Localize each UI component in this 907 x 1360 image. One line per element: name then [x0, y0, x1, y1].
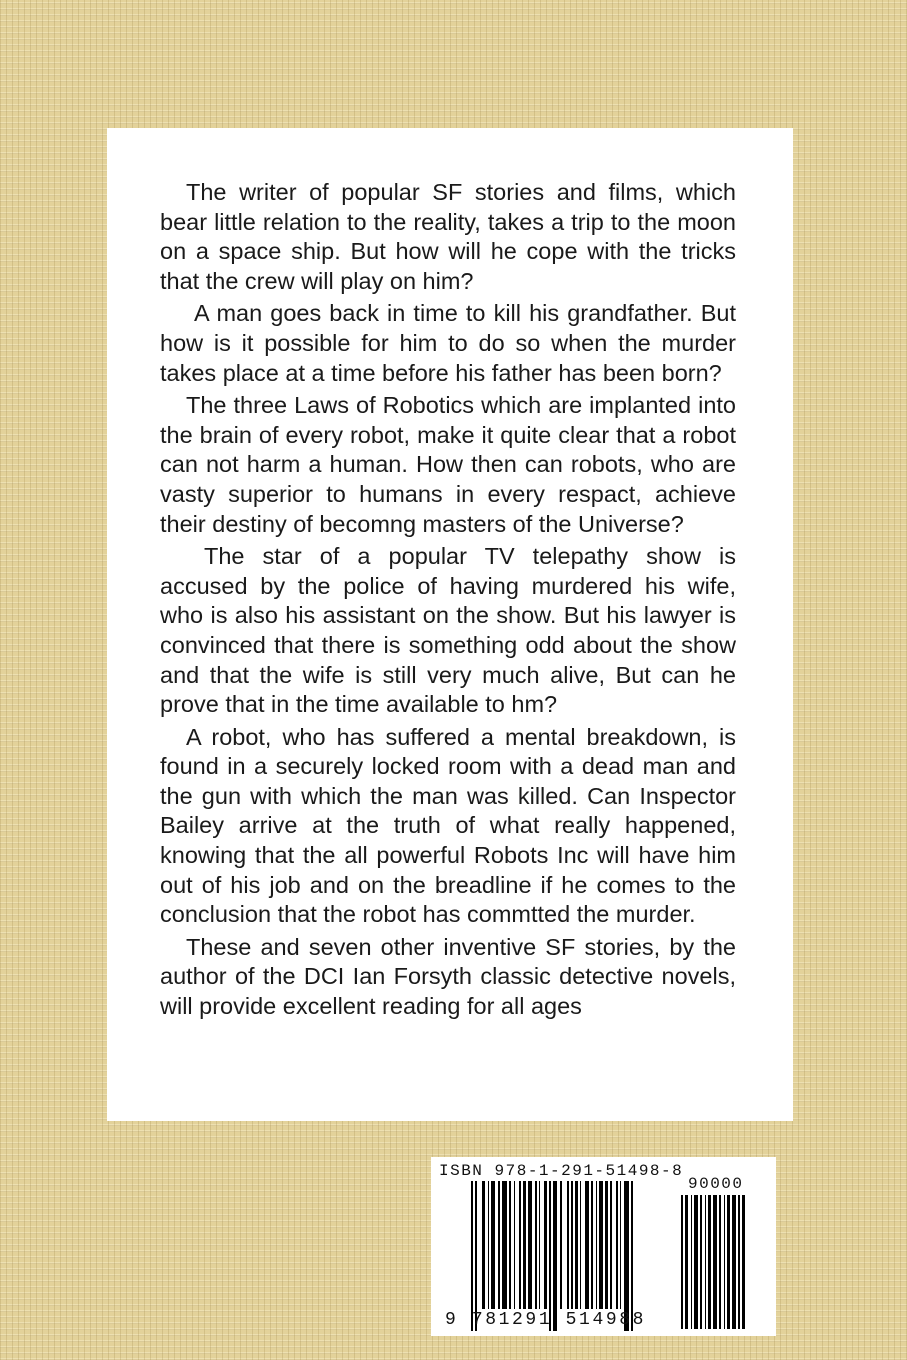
blurb-paragraph-5: A robot, who has suffered a mental breakdown, is found in a securely locked room with a dead man and the gun with which the man was killed. Can Inspector Bailey arrive at the truth of what really happened, knowing that the all powerful Robots Inc will have him out of his job and on the breadline if he comes to the conclusion that the robot has commtted the murder.: [160, 723, 736, 928]
barcode-bar: [624, 1181, 629, 1331]
barcode-bar: [523, 1181, 526, 1309]
barcode-bar: [491, 1181, 495, 1309]
barcode-bar: [591, 1181, 593, 1309]
barcode-bar: [498, 1181, 500, 1309]
barcode-bar: [567, 1181, 569, 1309]
barcode-bar: [596, 1181, 597, 1309]
barcode-bar: [605, 1181, 608, 1309]
barcode-bar: [705, 1195, 706, 1329]
blurb-paragraph-6: These and seven other inventive SF stories, by the author of the DCI Ian Forsyth classic detective novels, will provide excellent reading for all ages: [160, 933, 736, 1020]
barcode-bar: [610, 1181, 612, 1309]
blurb-paragraph-4: The star of a popular TV telepathy show is accused by the police of having murdered his wife, who is also his assistant on the show. But his lawyer is convinced that there is something odd about the show and that the wife is still very much alive, But can he prove that in the time available to hm?: [160, 543, 736, 718]
addon-bars: [681, 1195, 766, 1329]
blurb-paragraph-1: The writer of popular SF stories and films, which bear little relation to the reality, takes a trip to the moon on a space ship. But how will he cope with the tricks that the crew will play on him?: [160, 179, 736, 294]
barcode-bar: [509, 1181, 511, 1309]
back-cover-blurb: [160, 178, 736, 1025]
barcode-bar: [539, 1181, 540, 1309]
barcode-bar: [681, 1195, 683, 1329]
isbn-barcode: [431, 1157, 776, 1336]
barcode-bar: [471, 1181, 473, 1331]
barcode-bar: [502, 1181, 507, 1309]
barcode-bar: [620, 1181, 621, 1309]
barcode-bar: [519, 1181, 521, 1309]
barcode-bar: [700, 1195, 702, 1329]
barcode-bar: [732, 1195, 736, 1329]
barcode-bar: [549, 1181, 551, 1331]
barcode-bar: [742, 1195, 745, 1329]
barcode-right-digits: 514988: [565, 1310, 647, 1330]
barcode-bar: [631, 1181, 633, 1331]
barcode-bar: [599, 1181, 603, 1309]
barcode-bar: [616, 1181, 618, 1309]
ean13-bars: [471, 1181, 676, 1331]
barcode-digits: [445, 1310, 646, 1330]
barcode-bar: [544, 1181, 547, 1309]
barcode-bar: [514, 1181, 515, 1309]
blurb-paragraph-2: A man goes back in time to kill his grandfather. But how is it possible for him to do so when the murder takes place at a time before his father has been born?: [160, 300, 736, 386]
barcode-bar: [488, 1181, 489, 1309]
barcode-bar: [482, 1181, 485, 1309]
barcode-bar: [575, 1181, 578, 1309]
barcode-bar: [528, 1181, 532, 1309]
barcode-bar: [475, 1181, 477, 1331]
barcode-bar: [713, 1195, 717, 1329]
barcode-bar: [694, 1195, 698, 1329]
barcode-bar: [553, 1181, 557, 1331]
blurb-paragraph-3: The three Laws of Robotics which are implanted into the brain of every robot, make it quite clear that a robot can not harm a human. How then can robots, who are vasty superior to humans in every respact, achieve their destiny of becomng masters of the Universe?: [160, 392, 736, 537]
barcode-bar: [560, 1181, 562, 1309]
barcode-bar: [580, 1181, 581, 1309]
barcode-left-digits: 781291: [471, 1310, 553, 1330]
barcode-bar: [724, 1195, 725, 1329]
price-code: 90000: [688, 1175, 744, 1193]
isbn-label: ISBN 978-1-291-51498-8: [439, 1162, 684, 1180]
barcode-bar: [685, 1195, 688, 1329]
barcode-bar: [585, 1181, 589, 1309]
barcode-bar: [535, 1181, 537, 1309]
barcode-lead-digit: 9: [445, 1310, 459, 1330]
barcode-bar: [727, 1195, 730, 1329]
barcode-bar: [708, 1195, 711, 1329]
barcode-bar: [719, 1195, 721, 1329]
barcode-bar: [571, 1181, 573, 1309]
barcode-bar: [738, 1195, 740, 1329]
barcode-bar: [691, 1195, 692, 1329]
